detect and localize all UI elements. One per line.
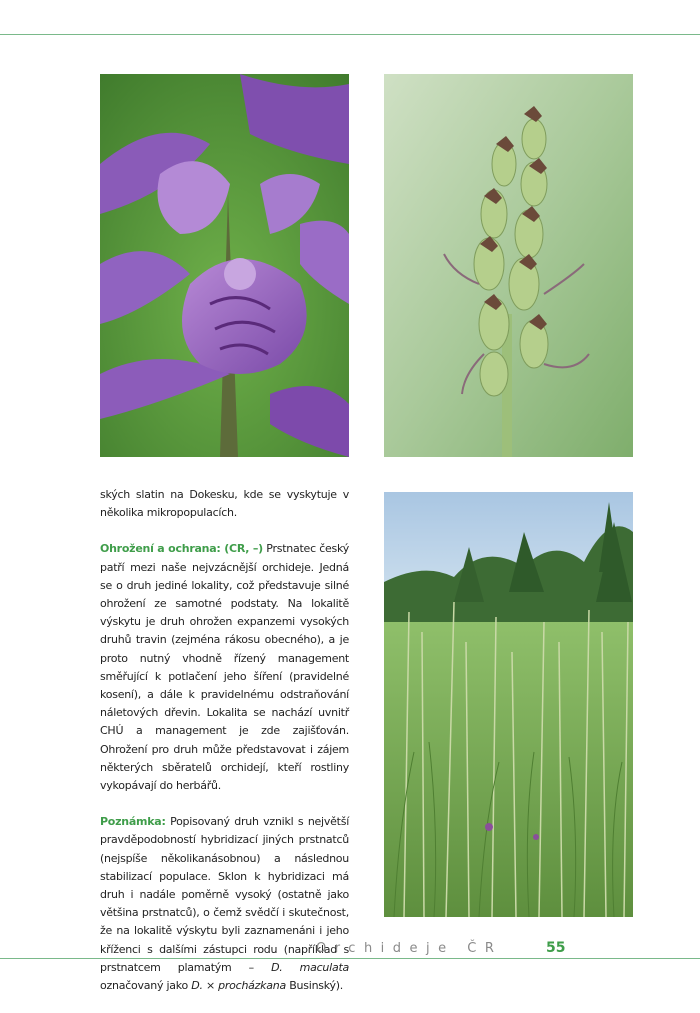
note-text-1: Popisovaný druh vznikl s největší pravděpodobností hybridizací jiných prstnatců (nejspíše několikanásobnou) a následnou stabilizací populace. Sklon k hybridizaci má druh i nadále poměrně vysoký (ostatně jako většina prstnatců), o čemž svědčí i skutečnost, že na lokalitě výskytu byli zaznamenáni i jeho kříženci s dalšími zástupci rodu (například s prstnatcem plamatým – xyxy=(100,815,349,974)
note-paragraph xyxy=(100,813,349,995)
bottom-rule xyxy=(0,958,700,959)
threat-heading: Ohrožení a ochrana: (CR, –) xyxy=(100,542,263,556)
note-heading: Poznámka: xyxy=(100,815,166,829)
note-italic-species-2: D. × procházkana xyxy=(191,979,287,993)
note-text-3: Businský). xyxy=(286,979,344,993)
note-italic-species-1: D. maculata xyxy=(271,960,349,974)
note-text-2: označovaný jako xyxy=(100,979,192,993)
top-rule xyxy=(0,34,700,35)
orchid-flower-closeup-photo xyxy=(100,74,349,457)
orchid-inflorescence-photo xyxy=(384,74,633,457)
threat-paragraph xyxy=(100,540,349,795)
meadow-habitat-photo xyxy=(384,492,633,917)
threat-text: Prstnatec český patří mezi naše nejvzácnější orchideje. Jedná se o druh jediné lokality, což představuje silné ohrožení ze samotné podstaty. Na lokalitě výskytu je druh ohrožen expanzemi vysokých druhů travin (zejména rákosu obecného), a je proto nutný vhodně řízený management směřující k potlačení jeho šíření (pravidelné kosení), a dále k pravidelnému odstraňování náletových dřevin. Lokalita se nachází uvnitř CHÚ a management je zde zajišťován. Ohrožení pro druh může představovat i zájem některých sběratelů orchidejí, kteří rostliny vykopávají do herbářů. xyxy=(100,542,349,793)
footer-page-number: 55 xyxy=(546,940,566,956)
body-text-column xyxy=(100,486,349,1013)
continuation-text: ských slatin na Dokesku, kde se vyskytuje v několika mikropopulacích. xyxy=(100,488,349,520)
continuation-paragraph xyxy=(100,486,349,522)
footer-book-title: Orchideje ČR xyxy=(316,941,503,956)
